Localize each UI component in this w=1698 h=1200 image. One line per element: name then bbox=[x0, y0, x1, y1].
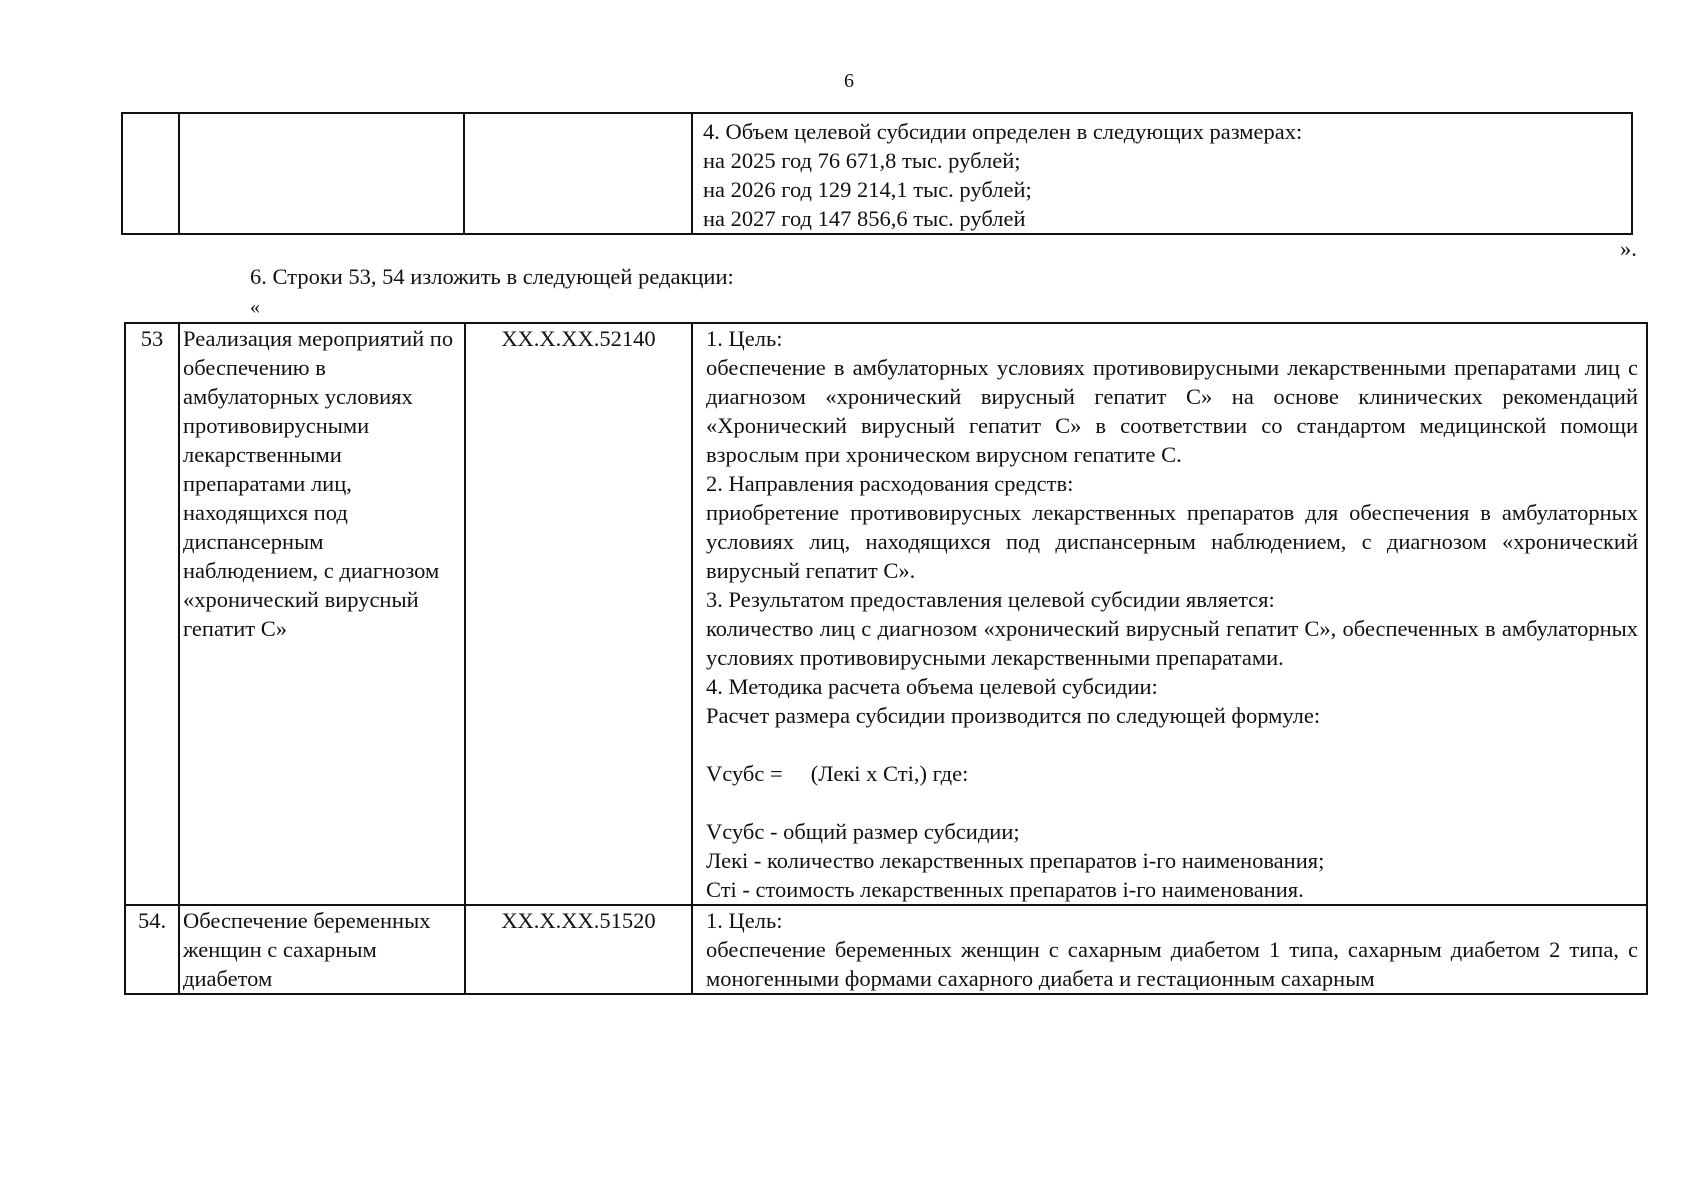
subsidy-2025: на 2025 год 76 671,8 тыс. рублей; bbox=[703, 148, 1021, 173]
method-heading: 4. Методика расчета объема целевой субсидии: bbox=[706, 674, 1158, 699]
table-row-54 bbox=[125, 905, 1647, 994]
page-number: 6 bbox=[844, 70, 854, 92]
row-description bbox=[692, 905, 1647, 994]
opening-quote: « bbox=[250, 296, 260, 318]
previous-table-fragment bbox=[121, 112, 1633, 235]
row-description bbox=[692, 323, 1647, 905]
legend-st: Стi - стоимость лекарственных препаратов i-го наименования. bbox=[706, 877, 1304, 902]
row-code: XX.X.XX.52140 bbox=[465, 323, 692, 905]
legend-lek: Лекi - количество лекарственных препаратов i-го наименования; bbox=[706, 848, 1325, 873]
table-row-53 bbox=[125, 323, 1647, 905]
empty-name-cell bbox=[179, 113, 464, 234]
row-name: Обеспечение беременных женщин с сахарным диабетом bbox=[179, 905, 465, 994]
table-row bbox=[122, 113, 1632, 234]
spacer bbox=[706, 730, 1638, 759]
amendment-instruction: 6. Строки 53, 54 изложить в следующей редакции: bbox=[250, 264, 734, 289]
subsidy-volume-heading: 4. Объем целевой субсидии определен в следующих размерах: bbox=[703, 119, 1303, 144]
goal-heading: 1. Цель: bbox=[706, 908, 783, 933]
subsidy-2027: на 2027 год 147 856,6 тыс. рублей bbox=[703, 206, 1026, 231]
formula: Vсубс = (Лекi x Стi,) где: bbox=[706, 761, 969, 786]
row-number: 53 bbox=[125, 323, 179, 905]
row-number: 54. bbox=[125, 905, 179, 994]
directions-heading: 2. Направления расходования средств: bbox=[706, 471, 1074, 496]
spacer bbox=[706, 788, 1638, 817]
closing-quote: ». bbox=[1620, 236, 1637, 261]
empty-number-cell bbox=[122, 113, 179, 234]
empty-code-cell bbox=[464, 113, 692, 234]
amended-rows-table bbox=[124, 322, 1648, 995]
result-text: количество лиц с диагнозом «хронический вирусный гепатит С», обеспеченных в амбулаторных условиях противовирусными лекарственными препаратами. bbox=[706, 616, 1638, 670]
goal-heading: 1. Цель: bbox=[706, 326, 783, 351]
legend-vsubs: Vсубс - общий размер субсидии; bbox=[706, 819, 1020, 844]
row-name: Реализация мероприятий по обеспечению в амбулаторных условиях противовирусными лекарственными препаратами лиц, находящихся под диспансерным наблюдением, с диагнозом «хронический вирусный гепатит С» bbox=[179, 323, 465, 905]
subsidy-volume-cell bbox=[692, 113, 1632, 234]
goal-text: обеспечение в амбулаторных условиях противовирусными лекарственными препаратами лиц с диагнозом «хронический вирусный гепатит С» на основе клинических рекомендаций «Хронический вирусный гепатит С» в соответствии со стандартом медицинской помощи взрослым при хроническом вирусном гепатите С. bbox=[706, 355, 1638, 467]
subsidy-2026: на 2026 год 129 214,1 тыс. рублей; bbox=[703, 177, 1032, 202]
result-heading: 3. Результатом предоставления целевой субсидии является: bbox=[706, 587, 1275, 612]
method-intro: Расчет размера субсидии производится по следующей формуле: bbox=[706, 703, 1321, 728]
row-code: XX.X.XX.51520 bbox=[465, 905, 692, 994]
directions-text: приобретение противовирусных лекарственных препаратов для обеспечения в амбулаторных условиях лиц, находящихся под диспансерным наблюдением, с диагнозом «хронический вирусный гепатит С». bbox=[706, 500, 1638, 583]
goal-text: обеспечение беременных женщин с сахарным диабетом 1 типа, сахарным диабетом 2 типа, с моногенными формами сахарного диабета и гестационным сахарным bbox=[706, 937, 1638, 991]
